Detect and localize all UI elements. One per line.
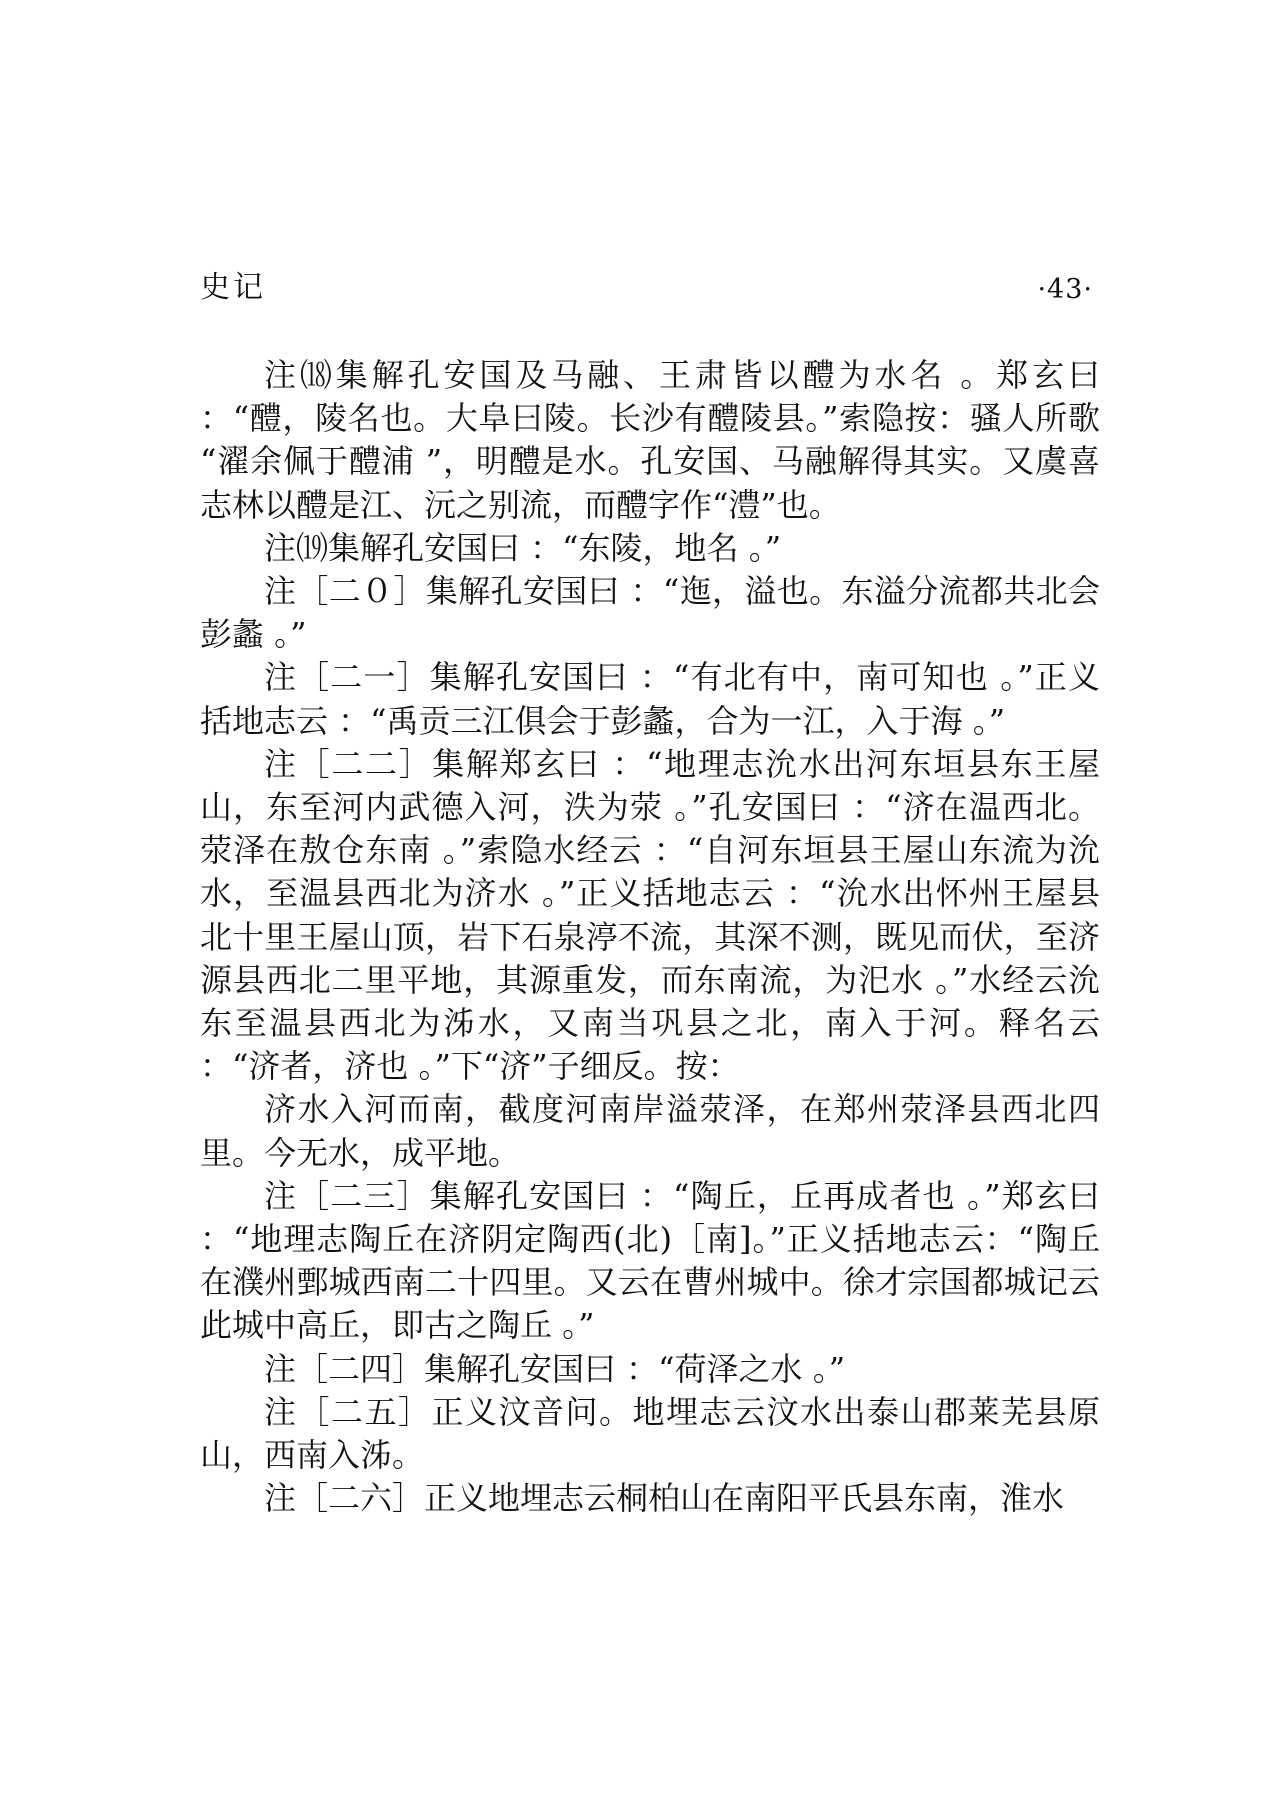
note-paragraph-24: 注［二四］集解孔安国曰 ：“荷泽之水 。” — [264, 1349, 846, 1388]
note-paragraph-20: 注［二０］集解孔安国曰 ：“迤，溢也。东溢分流都共北会彭蠡 。” — [200, 572, 1100, 654]
page-number: ·43· — [1037, 274, 1093, 305]
note-paragraph-25: 注［二五］正义汶音问。地埋志云汶水出泰山郡莱芜县原山，西南入泲。 — [200, 1392, 1100, 1475]
note-paragraph-22: 注［二二］集解郑玄曰 ：“地理志沇水出河东垣县东王屋山，东至河内武德入河，泆为荥 。”孔安国曰 ：“济在温西北。荥泽在敖仓东南 。”索隐水经云 ：“自河东垣县王屋山东流为沇水，至温县西北为济水 。”正义括地志云 ：“沇水出怀州王屋县北十里王屋山顶，岩下石泉渟不流，其深不测，既见而伏，至济源县西北二里平地，其源重发，而东南流，为汜水 。”水经云沇东至温县西北为泲水，又南当巩县之北，南入于河。释名云 ：“济者，济也 。”下“济”子细反。按： — [200, 744, 1100, 1086]
note-paragraph-26: 注［二六］正义地埋志云桐柏山在南阳平氏县东南，淮水 — [264, 1479, 1065, 1518]
note-paragraph-18: 注⒅集解孔安国及马融、王肃皆以醴为水名 。郑玄曰 ：“醴，陵名也。大阜曰陵。长沙有醴陵县。”索隐按：骚人所歌 “濯余佩于醴浦 ”，明醴是水。孔安国、马融解得其实。又虞喜志林以醴是江、沅之别流，而醴字作“澧”也。 — [200, 356, 1100, 524]
note-paragraph-21: 注［二一］集解孔安国曰 ：“有北有中，南可知也 。”正义括地志云 ：“禹贡三江俱会于彭蠡，合为一江，入于海 。” — [200, 658, 1100, 740]
note-paragraph-19: 注⒆集解孔安国曰 ：“东陵，地名 。” — [264, 528, 782, 567]
note-paragraph-23: 注［二三］集解孔安国曰 ：“陶丘，丘再成者也 。”郑玄曰 ：“地理志陶丘在济阴定陶西(北)［南]。”正义括地志云：“陶丘在濮州鄄城西南二十四里。又云在曹州城中。徐才宗国都城记云此城中高丘，即古之陶丘 。” — [200, 1176, 1100, 1345]
note-paragraph-22-continued: 济水入河而南，截度河南岸溢荥泽，在郑州荥泽县西北四里。今无水，成平地。 — [200, 1090, 1100, 1172]
running-head-title: 史记 — [200, 270, 266, 305]
body-text — [200, 354, 1100, 1520]
